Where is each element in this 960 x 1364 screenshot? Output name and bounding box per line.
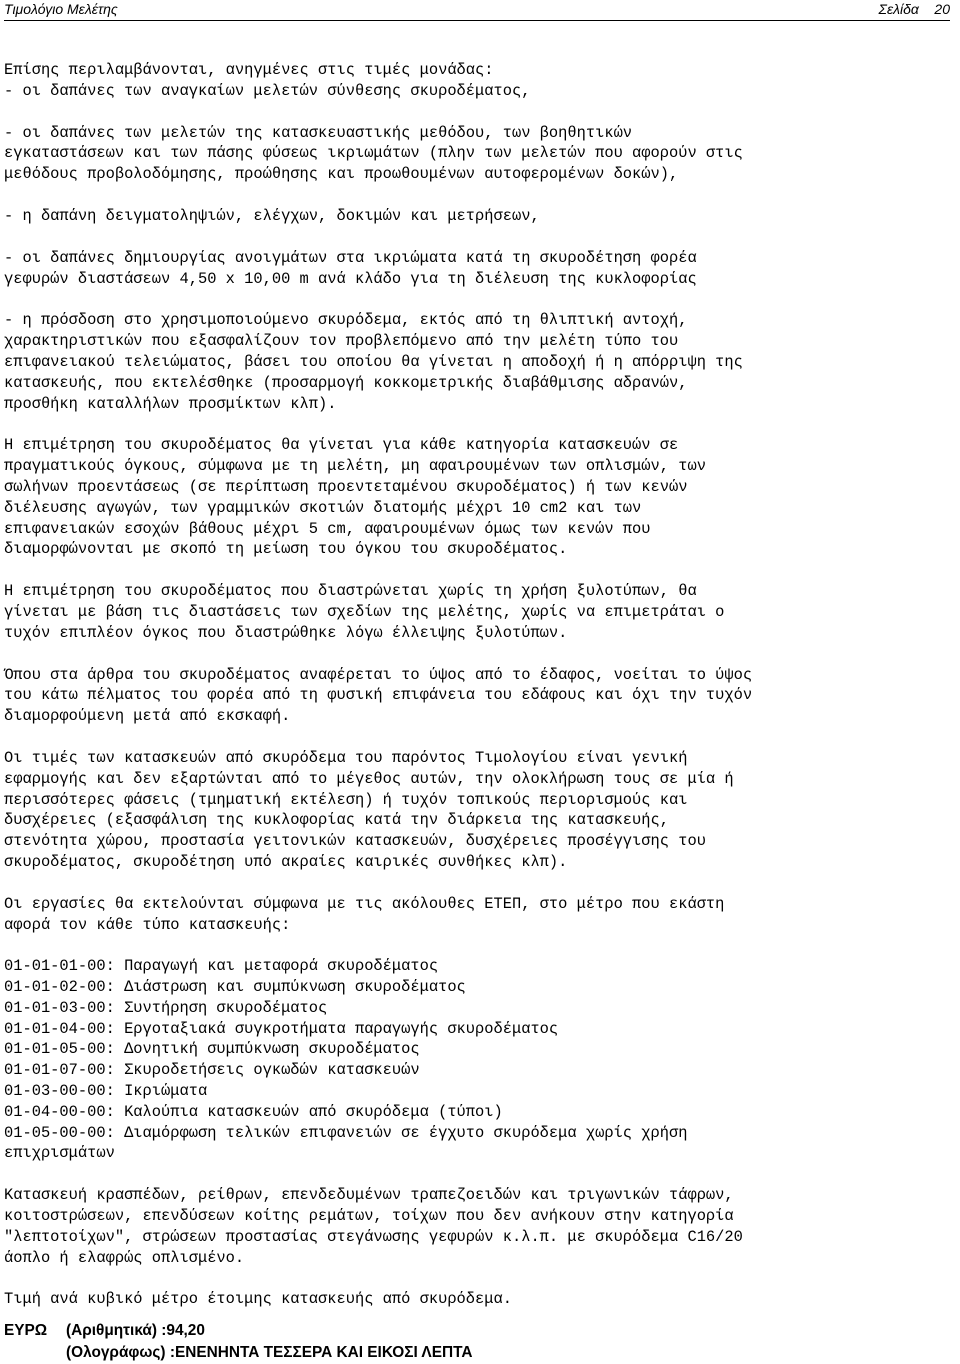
etep-code-item: 01-05-00-00: Διαμόρφωση τελικών επιφανειών σε έγχυτο σκυρόδεμα χωρίς χρήση επιχρισμάτων	[4, 1123, 688, 1163]
item-description: Κατασκευή κρασπέδων, ρείθρων, επενδεδυμένων τραπεζοειδών και τριγωνικών τάφρων, κοιτοστρώσεων, επενδύσεων κοίτης ρεμάτων, τοίχων που δεν ανήκουν στην κατηγορία "λεπτοτοίχων", στρώσεων προστασίας στεγάνωσης γεφυρών κ.λ.π. με σκυρόδεμα C16/20 άοπλο ή ελαφρώς οπλισμένο.	[4, 1186, 743, 1267]
etep-code-item: 01-01-05-00: Δονητική συμπύκνωση σκυροδέματος	[4, 1040, 420, 1059]
page-indicator	[879, 1, 950, 17]
paragraph: - η πρόσδοση στο χρησιμοποιούμενο σκυρόδεμα, εκτός από τη θλιπτική αντοχή, χαρακτηριστικών που εξασφαλίζουν τον προβλεπόμενο από την μελέτη τύπο του επιφανειακού τελειώματος, βάσει του οποίου θα γίνεται η αποδοχή ή η απόρριψη της κατασκευής, που εκτελέσθηκε (προσαρμογή κοκκομετρικής διαβάθμισης αδρανών, προσθήκη καταλλήλων προσμίκτων κλπ).	[4, 311, 743, 413]
paragraph: Οι τιμές των κατασκευών από σκυρόδεμα του παρόντος Τιμολογίου είναι γενική εφαρμογής και δεν εξαρτώνται από το μέγεθος αυτών, την ολοκλήρωση τους σε μία ή περισσότερες φάσεις (τμηματική εκτέλεση) ή τυχόν τοπικούς περιορισμούς και δυσχέρειες (εξασφάλιση της κυκλοφορίας κατά την διάρκεια της κατασκευής, στενότητα χώρου, προστασία γειτονικών κατασκευών, δυσχέρειες προσέγγισης του σκυροδέματος, σκυροδέτηση υπό ακραίες καιρικές συνθήκες κλπ).	[4, 748, 734, 871]
etep-code-item: 01-04-00-00: Καλούπια κατασκευών από σκυρόδεμα (τύποι)	[4, 1102, 503, 1121]
etep-code-item: 01-01-02-00: Διάστρωση και συμπύκνωση σκυροδέματος	[4, 978, 466, 997]
paragraph: - οι δαπάνες των μελετών της κατασκευαστικής μεθόδου, των βοηθητικών εγκαταστάσεων και των πάσης φύσεως ικριωμάτων (πλην των μελετών που αφορούν στις μεθόδους προβολοδόμησης, προώθησης και προωθουμένων αυτοφερομένων δοκών),	[4, 123, 743, 184]
words-value: ΕΝΕΝΗΝΤΑ ΤΕΣΣΕΡΑ ΚΑΙ ΕΙΚΟΣΙ ΛΕΠΤΑ	[174, 1344, 473, 1361]
paragraph: Όπου στα άρθρα του σκυροδέματος αναφέρεται το ύψος από το έδαφος, νοείται το ύψος του κάτω πέλματος του φορέα από τη φυσική επιφάνεια του εδάφους και όχι την τυχόν διαμορφούμενη μετά από εκσκαφή.	[4, 665, 753, 726]
etep-code-list	[4, 956, 956, 1164]
etep-code-item: 01-01-07-00: Σκυροδετήσεις ογκωδών κατασκευών	[4, 1061, 420, 1080]
words-label: (Ολογράφως) :	[66, 1344, 175, 1361]
page-number: 20	[934, 1, 950, 17]
page-label: Σελίδα	[878, 1, 919, 17]
paragraph: - η δαπάνη δειγματοληψιών, ελέγχων, δοκιμών και μετρήσεων,	[4, 206, 540, 225]
page-header	[4, 0, 950, 21]
paragraph: Η επιμέτρηση του σκυροδέματος που διαστρώνεται χωρίς τη χρήση ξυλοτύπων, θα γίνεται με βάση τις διαστάσεις των σχεδίων της μελέτης, χωρίς να επιμετράται ο τυχόν επιπλέον όγκος που διαστρώθηκε λόγω έλλειψης ξυλοτύπων.	[4, 582, 725, 642]
paragraph: Επίσης περιλαμβάνονται, ανηγμένες στις τιμές μονάδας: - οι δαπάνες των αναγκαίων μελετών σύνθεσης σκυροδέματος,	[4, 61, 531, 100]
etep-code-item: 01-01-04-00: Εργοταξιακά συγκροτήματα παραγωγής σκυροδέματος	[4, 1019, 559, 1038]
etep-code-item: 01-03-00-00: Ικριώματα	[4, 1082, 208, 1101]
etep-code-item: 01-01-03-00: Συντήρηση σκυροδέματος	[4, 998, 328, 1017]
document-body	[4, 60, 956, 1331]
numeric-value: 94,20	[166, 1322, 205, 1339]
paragraph: - οι δαπάνες δημιουργίας ανοιγμάτων στα ικριώματα κατά τη σκυροδέτηση φορέα γεφυρών διαστάσεων 4,50 x 10,00 m ανά κλάδο για τη διέλευση της κυκλοφορίας	[4, 248, 697, 288]
currency-label: ΕΥΡΩ	[4, 1322, 48, 1339]
price-block	[4, 1320, 472, 1364]
numeric-label: (Αριθμητικά) :	[66, 1322, 167, 1339]
unit-price-description: Τιμή ανά κυβικό μέτρο έτοιμης κατασκευής από σκυρόδεμα.	[4, 1290, 512, 1309]
paragraph: Οι εργασίες θα εκτελούνται σύμφωνα με τις ακόλουθες ΕΤΕΠ, στο μέτρο που εκάστη αφορά τον κάθε τύπο κατασκευής:	[4, 894, 725, 934]
paragraph: Η επιμέτρηση του σκυροδέματος θα γίνεται για κάθε κατηγορία κατασκευών σε πραγματικούς όγκους, σύμφωνα με τη μελέτη, μη αφαιρουμένων των οπλισμών, των σωλήνων προεντάσεως (σε περίπτωση προεντεταμένου σκυροδέματος) ή των κενών διέλευσης αγωγών, των γραμμικών σκοτιών διατομής μέχρι 10 cm2 και των επιφανειακών εσοχών βάθους μέχρι 5 cm, αφαιρουμένων όμως των κενών που διαμορφώνονται με σκοπό τη μείωση του όγκου του σκυροδέματος.	[4, 436, 706, 559]
document-title: Τιμολόγιο Μελέτης	[4, 1, 118, 17]
etep-code-item: 01-01-01-00: Παραγωγή και μεταφορά σκυροδέματος	[4, 957, 439, 976]
price-numeric-row	[4, 1320, 472, 1342]
price-words-row	[4, 1342, 472, 1364]
